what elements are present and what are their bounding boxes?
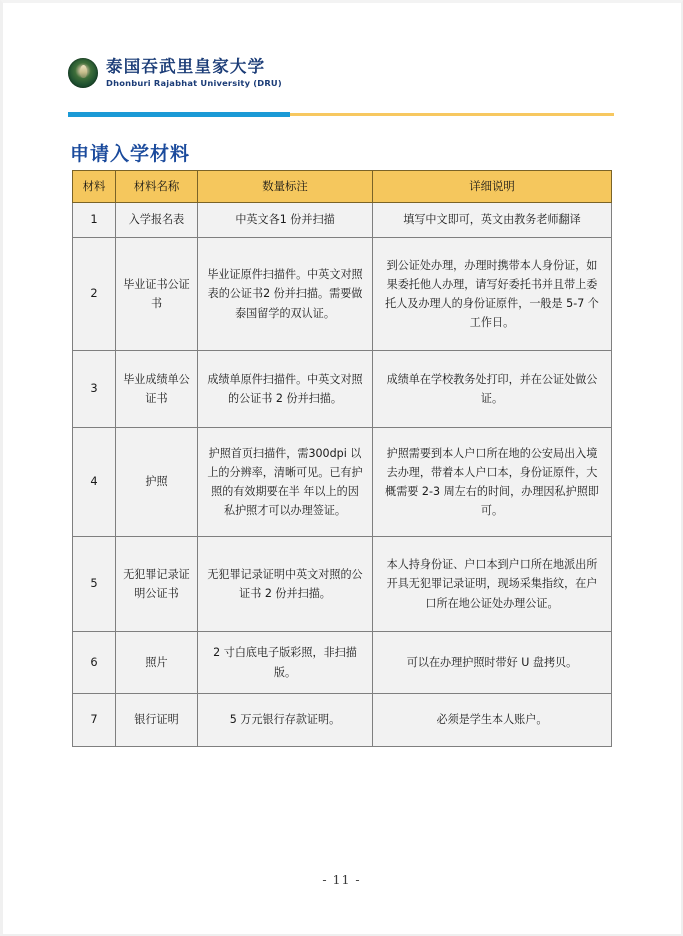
divider-segment-blue bbox=[68, 112, 290, 117]
materials-table bbox=[72, 170, 612, 747]
column-header-material-no: 材料 bbox=[73, 171, 116, 203]
cell-detail: 本人持身份证、户口本到户口所在地派出所开具无犯罪记录证明，现场采集指纹，在户口所在地公证处办理公证。 bbox=[373, 537, 612, 632]
cell-detail: 到公证处办理，办理时携带本人身份证，如果委托他人办理，请写好委托书并且带上委托人及办理人的身份证原件，一般是 5-7 个工作日。 bbox=[373, 238, 612, 351]
cell-detail: 护照需要到本人户口所在地的公安局出入境去办理，带着本人户口本，身份证原件，大概需要 2-3 周左右的时间，办理因私护照即可。 bbox=[373, 428, 612, 537]
cell-material-name: 照片 bbox=[116, 632, 198, 694]
column-header-material-name: 材料名称 bbox=[116, 171, 198, 203]
cell-material-no: 4 bbox=[73, 428, 116, 537]
table-row bbox=[73, 428, 612, 537]
divider-segment-gold bbox=[290, 113, 614, 116]
cell-quantity-note: 中英文各1 份并扫描 bbox=[198, 203, 373, 238]
cell-quantity-note: 2 寸白底电子版彩照，非扫描版。 bbox=[198, 632, 373, 694]
letterhead-text bbox=[106, 58, 282, 87]
cell-material-no: 1 bbox=[73, 203, 116, 238]
cell-detail: 填写中文即可，英文由教务老师翻译 bbox=[373, 203, 612, 238]
cell-detail: 必须是学生本人账户。 bbox=[373, 694, 612, 747]
header-divider bbox=[68, 112, 614, 118]
table-row bbox=[73, 238, 612, 351]
cell-material-name: 护照 bbox=[116, 428, 198, 537]
cell-detail: 可以在办理护照时带好 U 盘拷贝。 bbox=[373, 632, 612, 694]
cell-detail: 成绩单在学校教务处打印，并在公证处做公证。 bbox=[373, 351, 612, 428]
cell-quantity-note: 毕业证原件扫描件。中英文对照表的公证书2 份并扫描。需要做泰国留学的双认证。 bbox=[198, 238, 373, 351]
letterhead bbox=[68, 58, 282, 88]
table-row bbox=[73, 694, 612, 747]
table-row bbox=[73, 632, 612, 694]
cell-material-name: 毕业证书公证书 bbox=[116, 238, 198, 351]
university-seal-icon bbox=[68, 58, 98, 88]
cell-material-no: 2 bbox=[73, 238, 116, 351]
cell-material-no: 7 bbox=[73, 694, 116, 747]
table-header-row bbox=[73, 171, 612, 203]
cell-material-no: 6 bbox=[73, 632, 116, 694]
cell-quantity-note: 成绩单原件扫描件。中英文对照的公证书 2 份并扫描。 bbox=[198, 351, 373, 428]
cell-quantity-note: 无犯罪记录证明中英文对照的公证书 2 份并扫描。 bbox=[198, 537, 373, 632]
page-title: 申请入学材料 bbox=[70, 143, 191, 165]
table-row bbox=[73, 351, 612, 428]
column-header-detail: 详细说明 bbox=[373, 171, 612, 203]
cell-material-name: 银行证明 bbox=[116, 694, 198, 747]
cell-quantity-note: 5 万元银行存款证明。 bbox=[198, 694, 373, 747]
university-name-cn: 泰国吞武里皇家大学 bbox=[106, 57, 266, 77]
cell-material-no: 5 bbox=[73, 537, 116, 632]
cell-material-name: 入学报名表 bbox=[116, 203, 198, 238]
cell-quantity-note: 护照首页扫描件，需300dpi 以上的分辨率，清晰可见。已有护照的有效期要在半 年以上的因私护照才可以办理签证。 bbox=[198, 428, 373, 537]
table-row bbox=[73, 537, 612, 632]
table-row bbox=[73, 203, 612, 238]
page-number: - 11 - bbox=[322, 872, 361, 887]
cell-material-no: 3 bbox=[73, 351, 116, 428]
cell-material-name: 无犯罪记录证明公证书 bbox=[116, 537, 198, 632]
column-header-quantity-note: 数量标注 bbox=[198, 171, 373, 203]
materials-table-container bbox=[72, 170, 611, 747]
cell-material-name: 毕业成绩单公证书 bbox=[116, 351, 198, 428]
university-name-en: Dhonburi Rajabhat University (DRU) bbox=[106, 77, 282, 88]
